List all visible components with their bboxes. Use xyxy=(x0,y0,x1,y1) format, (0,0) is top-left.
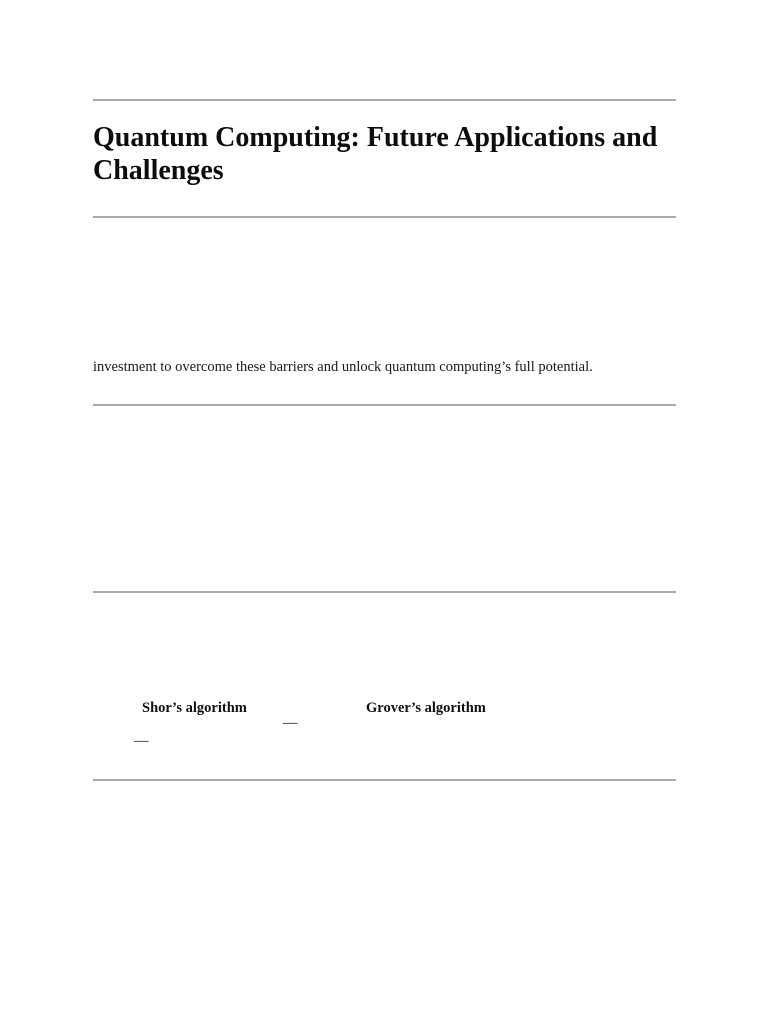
divider-bottom xyxy=(93,779,676,781)
term-shors-algorithm: Shor’s algorithm xyxy=(142,700,247,716)
dash-mark: — xyxy=(283,715,298,731)
page-title: Quantum Computing: Future Applications and Challenges xyxy=(93,122,658,186)
dash-mark: — xyxy=(134,733,149,749)
divider-after-title xyxy=(93,216,676,218)
divider-middle xyxy=(93,591,676,593)
divider-after-text xyxy=(93,404,676,406)
body-text: investment to overcome these barriers and unlock quantum computing’s full potential. xyxy=(93,359,593,375)
term-grovers-algorithm: Grover’s algorithm xyxy=(366,700,486,716)
divider-top xyxy=(93,99,676,101)
